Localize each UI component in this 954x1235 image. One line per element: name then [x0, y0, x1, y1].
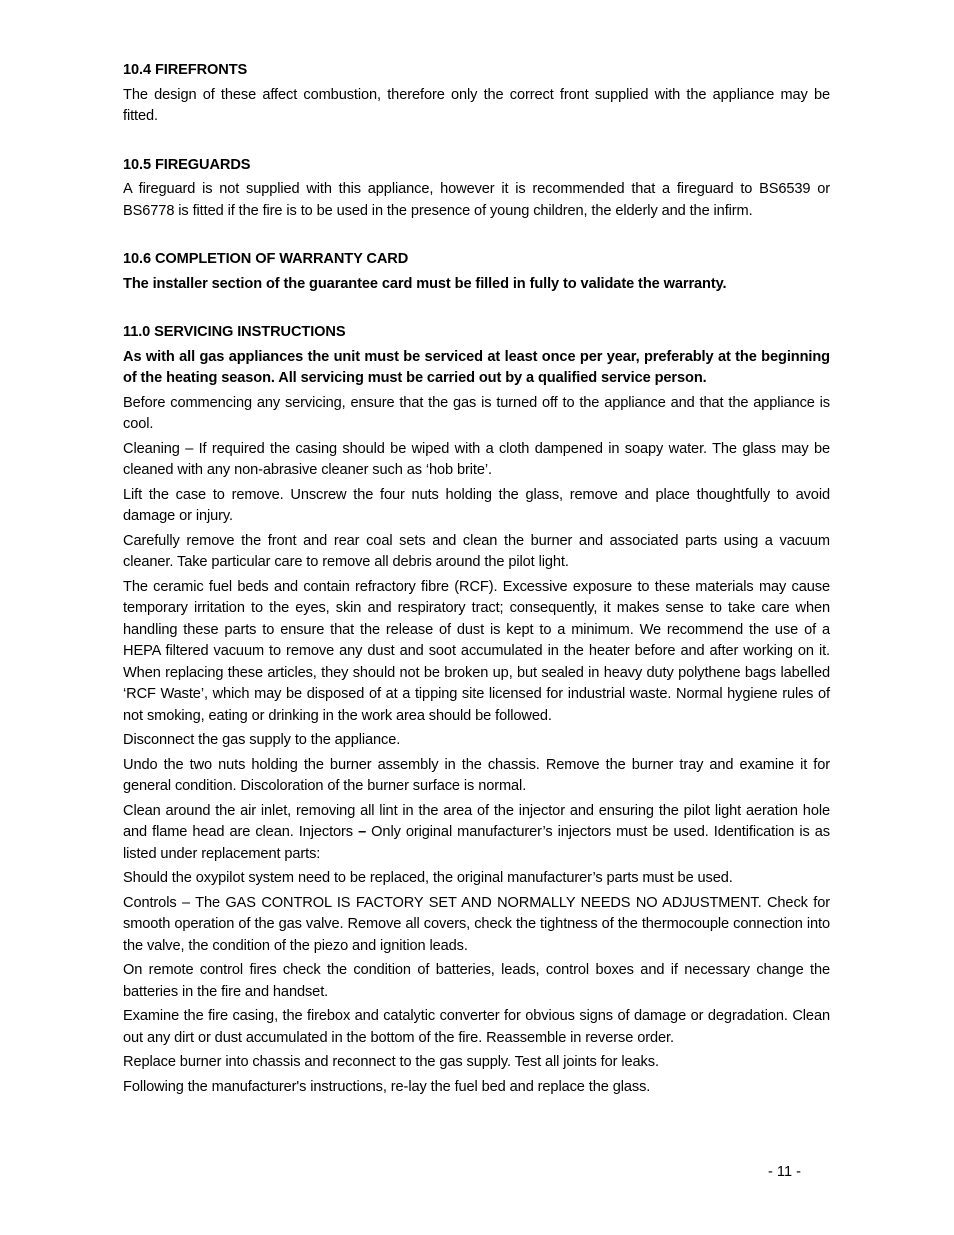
section-heading: 10.5 FIREGUARDS — [123, 156, 251, 173]
section-warranty-card — [123, 249, 830, 295]
section-heading: 11.0 SERVICING INSTRUCTIONS — [123, 324, 346, 340]
section-fireguards — [123, 155, 830, 223]
paragraph-text: Only original manufacturer’s injectors must be used. Identification is as listed under replacement parts: — [123, 824, 830, 862]
paragraph: On remote control fires check the condition of batteries, leads, control boxes and if necessary change the batteries in the fire and handset. — [123, 962, 830, 1000]
page-number: - 11 - — [768, 1164, 801, 1180]
paragraph: Disconnect the gas supply to the appliance. — [123, 732, 401, 748]
paragraph: Lift the case to remove. Unscrew the four nuts holding the glass, remove and place thoughtfully to avoid damage or injury. — [123, 486, 830, 524]
section-heading: 10.4 FIREFRONTS — [123, 62, 248, 78]
paragraph: The design of these affect combustion, therefore only the correct front supplied with the appliance may be fitted. — [123, 86, 830, 124]
paragraph-injectors — [123, 801, 830, 866]
paragraph: Undo the two nuts holding the burner assembly in the chassis. Remove the burner tray and examine it for general condition. Discoloration of the burner surface is normal. — [123, 756, 830, 794]
paragraph: Examine the fire casing, the firebox and catalytic converter for obvious signs of damage or degradation. Clean out any dirt or dust accumulated in the bottom of the fire. Reassemble in reverse order. — [123, 1008, 830, 1046]
paragraph: Carefully remove the front and rear coal sets and clean the burner and associated parts using a vacuum cleaner. Take particular care to remove all debris around the pilot light. — [123, 532, 830, 570]
bold-dash: – — [358, 824, 367, 840]
section-heading: 10.6 COMPLETION OF WARRANTY CARD — [123, 251, 409, 267]
section-firefronts — [123, 60, 830, 128]
paragraph: Cleaning – If required the casing should be wiped with a cloth dampened in soapy water. The glass may be cleaned with any non-abrasive cleaner such as ‘hob brite’. — [123, 440, 830, 478]
paragraph: Should the oxypilot system need to be replaced, the original manufacturer’s parts must be used. — [123, 870, 733, 886]
document-page — [123, 60, 830, 1101]
servicing-notice: As with all gas appliances the unit must be serviced at least once per year, preferably at the beginning of the heating season. All servicing must be carried out by a qualified service person. — [123, 348, 830, 386]
paragraph: The ceramic fuel beds and contain refractory fibre (RCF). Excessive exposure to these materials may cause temporary irritation to the eyes, skin and respiratory tract; consequently, it makes sense to take care when handling these parts to ensure that the release of dust is kept to a minimum. We recommend the use of a HEPA filtered vacuum to remove any dust and soot accumulated in the heater before and after working on it. When replacing these articles, they should not be broken up, but sealed in heavy duty polythene bags labelled ‘RCF Waste’, which may be disposed of at a tipping site licensed for industrial waste. Normal hygiene rules of not smoking, eating or drinking in the work area should be followed. — [123, 578, 830, 724]
section-servicing-instructions — [123, 322, 830, 1098]
paragraph: Controls – The GAS CONTROL IS FACTORY SET AND NORMALLY NEEDS NO ADJUSTMENT. Check for smooth operation of the gas valve. Remove all covers, check the tightness of the thermocouple connection into the valve, the condition of the piezo and ignition leads. — [123, 894, 830, 954]
paragraph: A fireguard is not supplied with this appliance, however it is recommended that a fireguard to BS6539 or BS6778 is fitted if the fire is to be used in the presence of young children, the elderly and the infirm. — [123, 181, 830, 219]
paragraph: Replace burner into chassis and reconnect to the gas supply. Test all joints for leaks. — [123, 1054, 659, 1070]
paragraph: Before commencing any servicing, ensure that the gas is turned off to the appliance and that the appliance is cool. — [123, 394, 830, 432]
paragraph: Following the manufacturer's instructions, re-lay the fuel bed and replace the glass. — [123, 1078, 651, 1095]
paragraph-text: Clean around the air inlet, removing all lint in the area of the injector and ensuring the pilot light aeration hole and flame head are clean. Injectors — [123, 802, 830, 840]
warranty-notice: The installer section of the guarantee card must be filled in fully to validate the warranty. — [123, 275, 727, 292]
